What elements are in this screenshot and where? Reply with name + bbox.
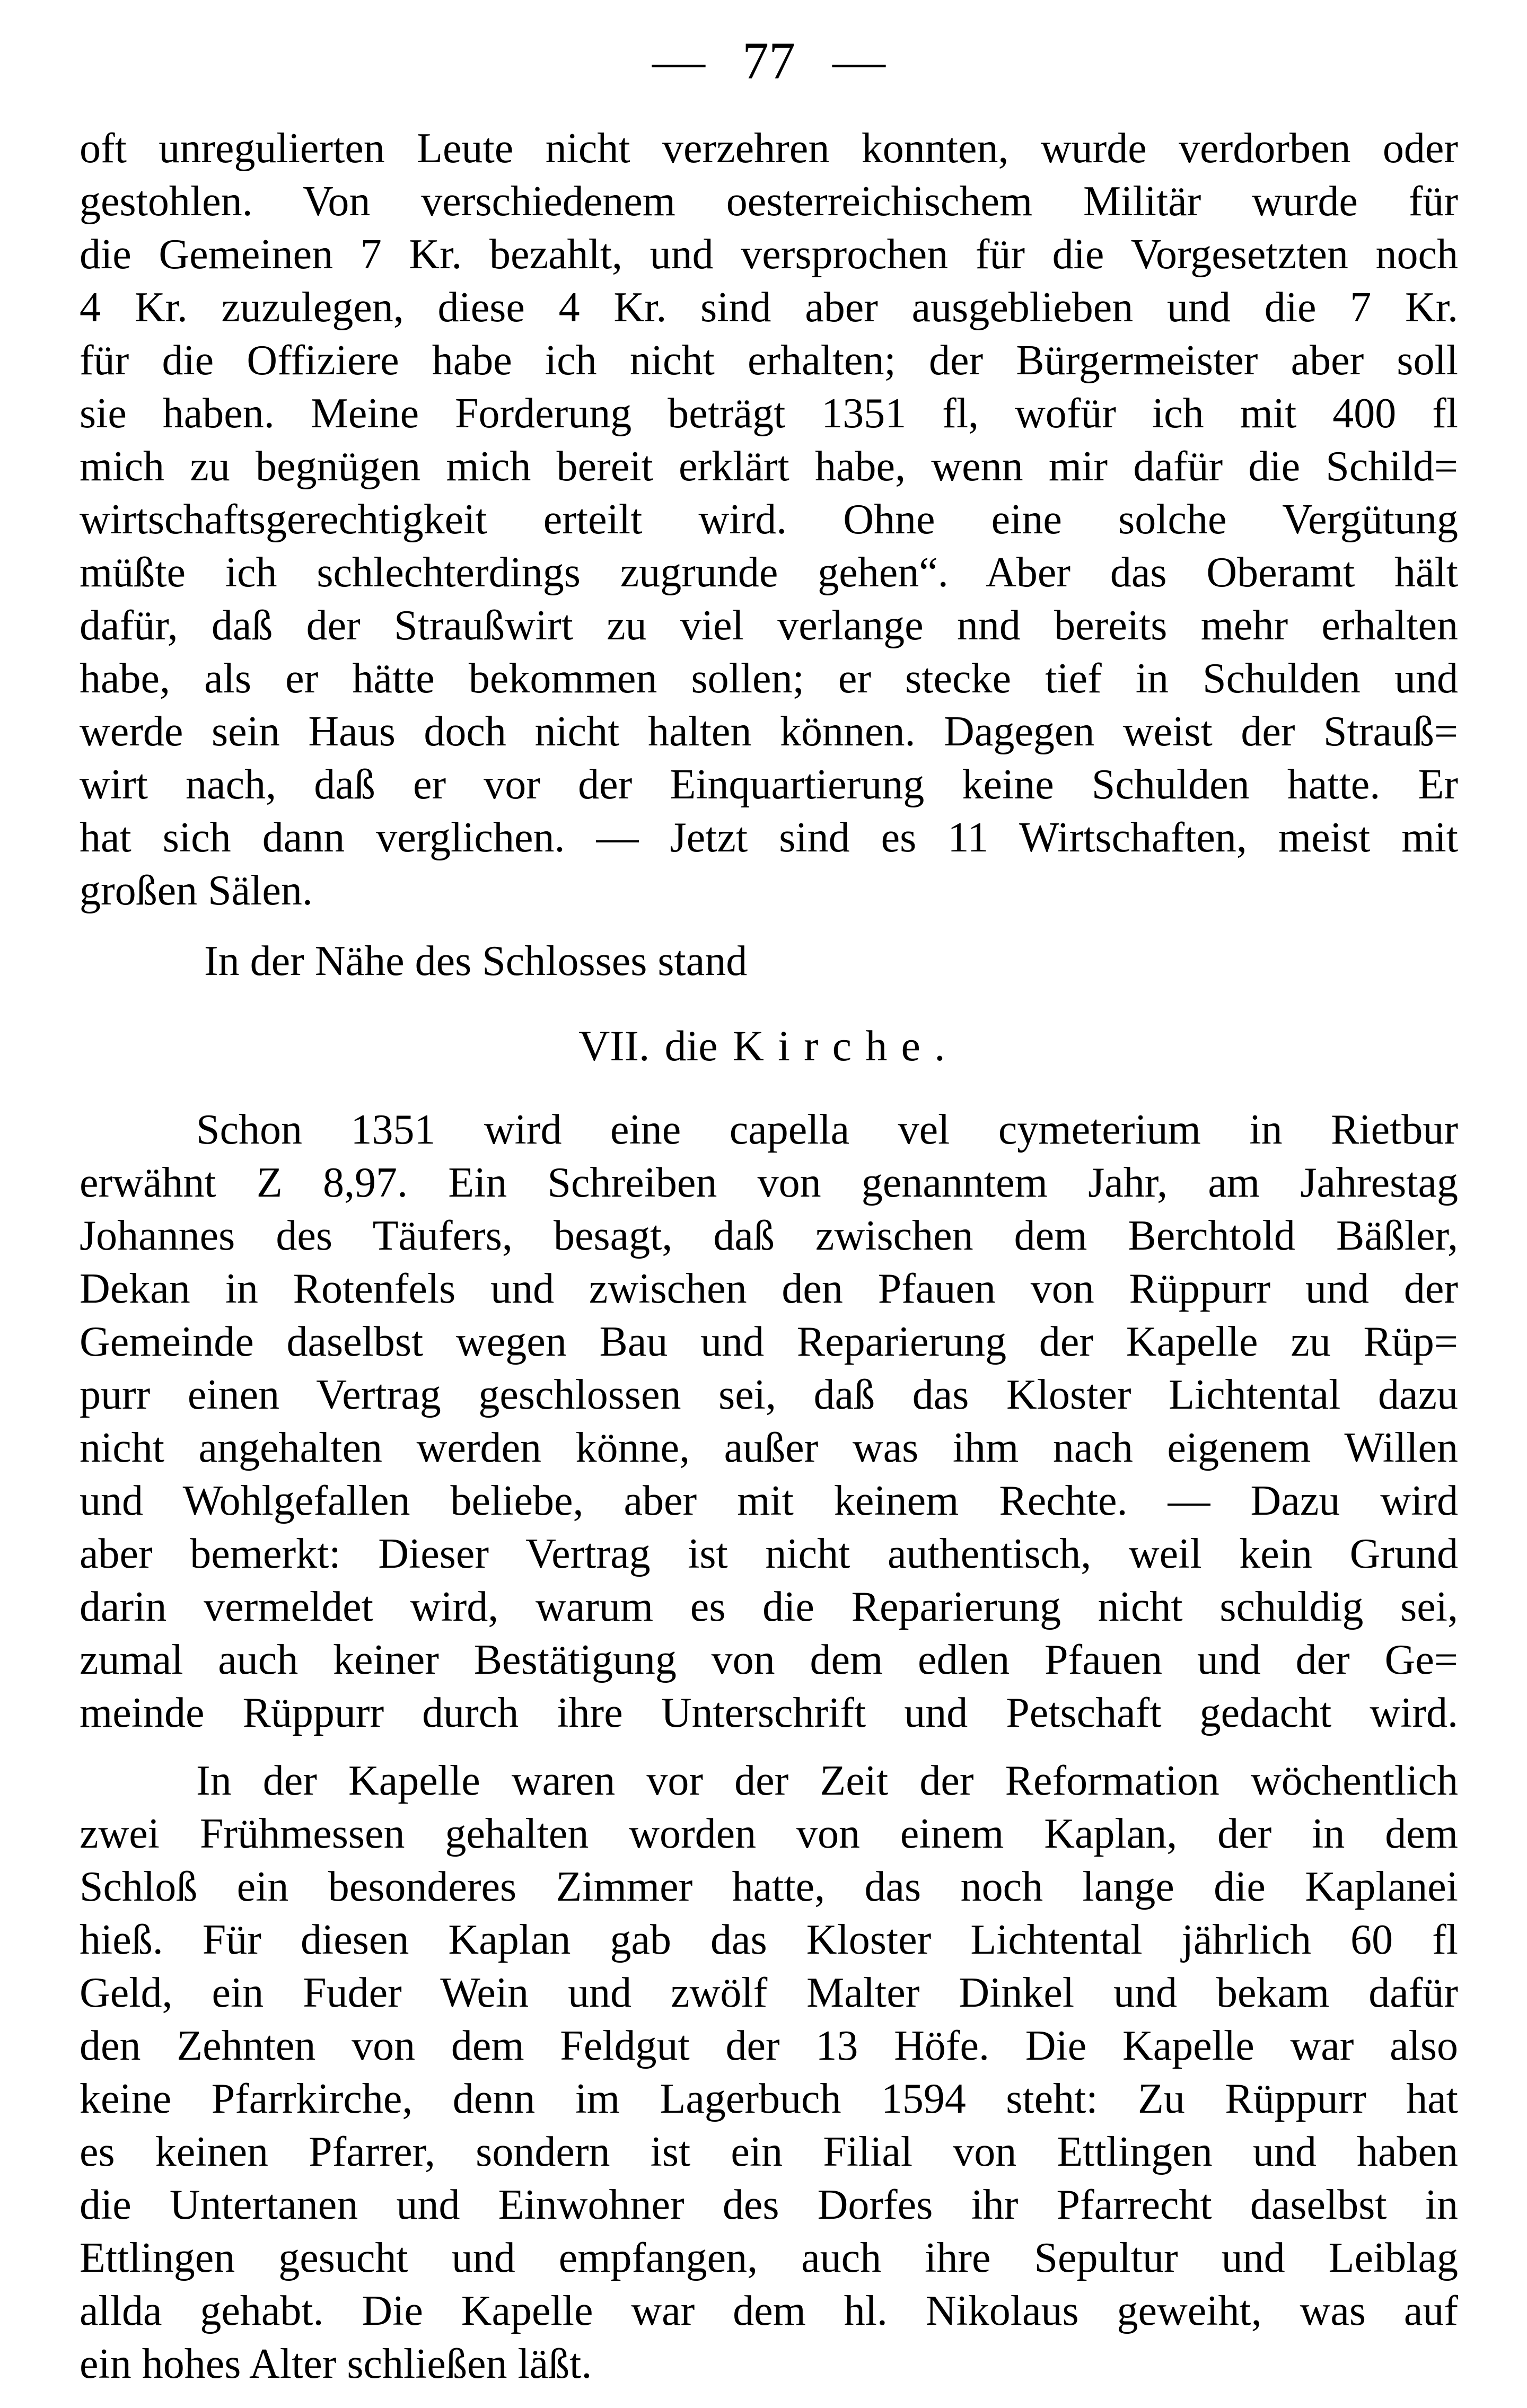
- chapter-article: die: [664, 1022, 718, 1070]
- text-line: 4 Kr. zuzulegen, diese 4 Kr. sind aber ausgeblieben und die 7 Kr.: [80, 284, 1458, 331]
- text-line: werde sein Haus doch nicht halten können. Dagegen weist der Strauß=: [80, 708, 1458, 755]
- text-line: dafür, daß der Straußwirt zu viel verlange nnd bereits mehr erhalten: [80, 602, 1458, 649]
- text-block: [80, 29, 1458, 2391]
- text-line: es keinen Pfarrer, sondern ist ein Filial von Ettlingen und haben: [80, 2129, 1458, 2175]
- paragraph-1: [80, 122, 1458, 917]
- text-line: In der Kapelle waren vor der Zeit der Reformation wöchentlich: [196, 1757, 1458, 1804]
- text-line: purr einen Vertrag geschlossen sei, daß das Kloster Lichtental dazu: [80, 1372, 1458, 1418]
- text-line: Johannes des Täufers, besagt, daß zwischen dem Berchtold Bäßler,: [80, 1212, 1458, 1259]
- text-line: ein hohes Alter schließen läßt.: [80, 2341, 592, 2387]
- text-line: darin vermeldet wird, warum es die Reparierung nicht schuldig sei,: [80, 1584, 1458, 1630]
- text-line: zwei Frühmessen gehalten worden von einem Kaplan, der in dem: [80, 1811, 1458, 1857]
- header-left-dash: —: [652, 31, 705, 90]
- chapter-title-word: Kirche.: [732, 1022, 959, 1070]
- text-line: keine Pfarrkirche, denn im Lagerbuch 1594 steht: Zu Rüppurr hat: [80, 2076, 1458, 2122]
- text-line: meinde Rüppurr durch ihre Unterschrift und Petschaft gedacht wird.: [80, 1690, 1458, 1736]
- text-line: gestohlen. Von verschiedenem oesterreichischem Militär wurde für: [80, 178, 1458, 225]
- chapter-numeral: VII.: [578, 1022, 650, 1070]
- text-line: Gemeinde daselbst wegen Bau und Reparierung der Kapelle zu Rüp=: [80, 1319, 1458, 1365]
- text-line: Schon 1351 wird eine capella vel cymeterium in Rietbur: [196, 1106, 1458, 1153]
- text-line: allda gehabt. Die Kapelle war dem hl. Nikolaus geweiht, was auf: [80, 2288, 1458, 2334]
- text-line: wirt nach, daß er vor der Einquartierung keine Schulden hatte. Er: [80, 761, 1458, 808]
- text-line: die Gemeinen 7 Kr. bezahlt, und versprochen für die Vorgesetzten noch: [80, 231, 1458, 278]
- text-line: nicht angehalten werden könne, außer was ihm nach eigenem Willen: [80, 1425, 1458, 1471]
- text-line: erwähnt Z 8,97. Ein Schreiben von genanntem Jahr, am Jahrestag: [80, 1159, 1458, 1206]
- text-line: zumal auch keiner Bestätigung von dem edlen Pfauen und der Ge=: [80, 1637, 1458, 1683]
- text-line: mich zu begnügen mich bereit erklärt habe, wenn mir dafür die Schild=: [80, 443, 1458, 490]
- running-head: [80, 29, 1458, 93]
- text-line: Dekan in Rotenfels und zwischen den Pfauen von Rüppurr und der: [80, 1265, 1458, 1312]
- text-line: müßte ich schlechterdings zugrunde gehen“. Aber das Oberamt hält: [80, 549, 1458, 596]
- text-line: Ettlingen gesucht und empfangen, auch ihre Sepultur und Leiblag: [80, 2235, 1458, 2281]
- header-right-dash: —: [832, 31, 885, 90]
- chapter-heading: [80, 1020, 1458, 1073]
- text-line: oft unregulierten Leute nicht verzehren konnten, wurde verdorben oder: [80, 125, 1458, 172]
- text-line: großen Sälen.: [80, 867, 313, 914]
- intro-line: In der Nähe des Schlosses stand: [204, 938, 748, 985]
- text-line: hieß. Für diesen Kaplan gab das Kloster Lichtental jährlich 60 fl: [80, 1917, 1458, 1963]
- text-line: die Untertanen und Einwohner des Dorfes ihr Pfarrecht daselbst in: [80, 2182, 1458, 2228]
- text-line: wirtschaftsgerechtigkeit erteilt wird. Ohne eine solche Vergütung: [80, 496, 1458, 543]
- text-line: für die Offiziere habe ich nicht erhalten; der Bürgermeister aber soll: [80, 337, 1458, 384]
- paragraph-3: [80, 1754, 1458, 2391]
- paragraph-2: [80, 1103, 1458, 1739]
- text-line: habe, als er hätte bekommen sollen; er stecke tief in Schulden und: [80, 655, 1458, 702]
- text-line: aber bemerkt: Dieser Vertrag ist nicht authentisch, weil kein Grund: [80, 1531, 1458, 1577]
- text-line: hat sich dann verglichen. — Jetzt sind es 11 Wirtschaften, meist mit: [80, 814, 1458, 861]
- page-number: 77: [742, 31, 795, 90]
- text-line: und Wohlgefallen beliebe, aber mit keinem Rechte. — Dazu wird: [80, 1478, 1458, 1524]
- text-line: sie haben. Meine Forderung beträgt 1351 fl, wofür ich mit 400 fl: [80, 390, 1458, 437]
- text-line: Geld, ein Fuder Wein und zwölf Malter Dinkel und bekam dafür: [80, 1970, 1458, 2016]
- text-line: Schloß ein besonderes Zimmer hatte, das noch lange die Kaplanei: [80, 1864, 1458, 1910]
- text-line: den Zehnten von dem Feldgut der 13 Höfe. Die Kapelle war also: [80, 2023, 1458, 2069]
